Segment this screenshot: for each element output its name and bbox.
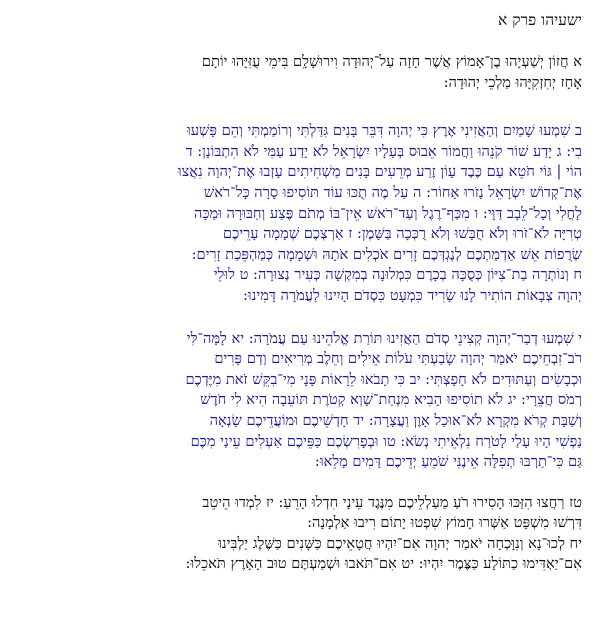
verse-line: הוֹי | גּוֹי חֹטֵא עַם כֶּבֶד עָוֹן זֶרַע מְרֵעִים בָּנִים מַשְׁחִיתִים עָזְבוּ אֶת־יְהוָה נִאֲצוּ <box>177 163 582 181</box>
verse-line: ב שִׁמְעוּ שָׁמַיִם וְהַאֲזִינִי אֶרֶץ כִּי יְהוָה דִּבֵּר בָּנִים גִּדַּלְתִּי וְרוֹמַמְתִּי וְהֵם פָּשְׁעוּ <box>187 122 582 140</box>
verse-line: רֹב־זִבְחֵיכֶם יֹאמַר יְהוָה שָׂבַעְתִּי עֹלוֹת אֵילִים וְחֵלֶב מְרִיאִים וְדַם פָּרִים <box>214 350 582 368</box>
verse-block-intro <box>18 52 582 93</box>
verse-line: אִם־יַאְדִּימוּ כַתּוֹלָע כַּצֶּמֶר יִהְיוּ: יט אִם־תֹּאבוּ וּשְׁמַעְתֶּם טוּב הָאָרֶץ תֹּאכֵלוּ: <box>185 555 582 573</box>
verse-line: בִי: ג יָדַע שׁוֹר קֹנֵהוּ וַחֲמוֹר אֵבוּס בְּעָלָיו יִשְׂרָאֵל לֹא יָדַע עַמִּי לֹא הִתְבּוֹנָן: ד <box>185 142 582 160</box>
verse-block-2-9 <box>18 121 582 306</box>
verse-block-16-19 <box>18 493 582 575</box>
verse-line: גַּם כִּי־תַרְבּוּ תְפִלָּה אֵינֶנִּי שֹׁמֵעַ יְדֵיכֶם דָּמִים מָלֵאוּ: <box>314 453 582 471</box>
verse-line: אֶת־קְדוֹשׁ יִשְׂרָאֵל נָזֹרוּ אָחוֹר: ה עַל מֶה תֻכּוּ עוֹד תּוֹסִיפוּ סָרָה כָּל־רֹאשׁ <box>203 183 582 201</box>
verse-line: וְשַׁבָּת קְרֹא מִקְרָא לֹא־אוּכַל אָוֶן וַעֲצָרָה: יד חָדְשֵׁיכֶם וּמוֹעֲדֵיכֶם שָׂנְאָה <box>209 411 582 429</box>
verse-line: יח לְכוּ־נָא וְנִוָּכְחָה יֹאמַר יְהוָה אִם־יִהְיוּ חֲטָאֵיכֶם כַּשָּׁנִים כַּשֶּׁלֶג יַלְבִּינוּ <box>218 534 582 552</box>
verse-line: ח וְנוֹתְרָה בַת־צִיּוֹן כְּסֻכָּה בְכָרֶם כִּמְלוּנָה בְמִקְשָׁה כְּעִיר נְצוּרָה: ט לוּלֵי <box>213 266 582 284</box>
verse-line: א חֲזוֹן יְשַׁעְיָהוּ בֶן־אָמוֹץ אֲשֶׁר חָזָה עַל־יְהוּדָה וִירוּשָׁלִָם בִּימֵי עֻזִּיָּהוּ יוֹתָם <box>201 53 582 70</box>
verse-line: טז רַחֲצוּ הִזַּכּוּ הָסִירוּ רֹעַ מַעַלְלֵיכֶם מִנֶּגֶד עֵינָי חִדְלוּ הָרֵעַ: יז לִמְדוּ הֵיטֵב <box>202 493 582 511</box>
chapter-title: ישעיהו פרק א <box>498 11 582 29</box>
verse-line: שְׂרֻפוֹת אֵשׁ אַדְמַתְכֶם לְנֶגְדְּכֶם זָרִים אֹכְלִים אֹתָהּ וּשְׁמָמָה כְּמַהְפֵּכַת זָרִים: <box>191 245 582 263</box>
verse-line: טְרִיָּה לֹא־זֹרוּ וְלֹא חֻבָּשׁוּ וְלֹא רֻכְּכָה בַּשָּׁמֶן: ז אַרְצְכֶם שְׁמָמָה עָרֵיכֶם <box>223 225 582 243</box>
verse-line: וּכְבָשִׂים וְעַתּוּדִים לֹא חָפָצְתִּי: יב כִּי תָבֹאוּ לֵרָאוֹת פָּנָי מִי־בִקֵּשׁ זֹאת מִיֶּדְכֶם <box>185 370 582 388</box>
verse-block-10-15 <box>18 329 582 473</box>
verse-line: י שִׁמְעוּ דְבַר־יְהוָה קְצִינֵי סְדֹם הַאֲזִינוּ תּוֹרַת אֱלֹהֵינוּ עַם עֲמֹרָה: יא לָמָּה־לִּי <box>186 329 582 347</box>
verse-line: אָחָז יְחִזְקִיָּהוּ מַלְכֵי יְהוּדָה: <box>443 73 582 91</box>
verse-line: דִּרְשׁוּ מִשְׁפָּט אַשְּׁרוּ חָמוֹץ שִׁפְטוּ יָתוֹם רִיבוּ אַלְמָנָה: <box>307 514 582 532</box>
verse-line: נַפְשִׁי הָיוּ עָלַי לָטֹרַח נִלְאֵיתִי נְשֹׂא: טו וּבְפָרִשְׂכֶם כַּפֵּיכֶם אַעְלִים עֵינַי מִכֶּם <box>190 432 582 450</box>
verse-line: יְהוָה צְבָאוֹת הוֹתִיר לָנוּ שָׂרִיד כִּמְעָט כִּסְדֹם הָיִינוּ לַעֲמֹרָה דָּמִינוּ: <box>243 286 582 304</box>
verse-line: רְמֹס חֲצֵרָי: יג לֹא תוֹסִיפוּ הָבִיא מִנְחַת־שָׁוְא קְטֹרֶת תּוֹעֵבָה הִיא לִי חֹדֶשׁ <box>200 391 582 409</box>
verse-line: לָחֳלִי וְכָל־לֵבָב דַּוָּי: ו מִכַּף־רֶגֶל וְעַד־רֹאשׁ אֵין־בּוֹ מְתֹם פֶּצַע וְחַבּוּרָה וּמַכָּה <box>194 204 582 222</box>
